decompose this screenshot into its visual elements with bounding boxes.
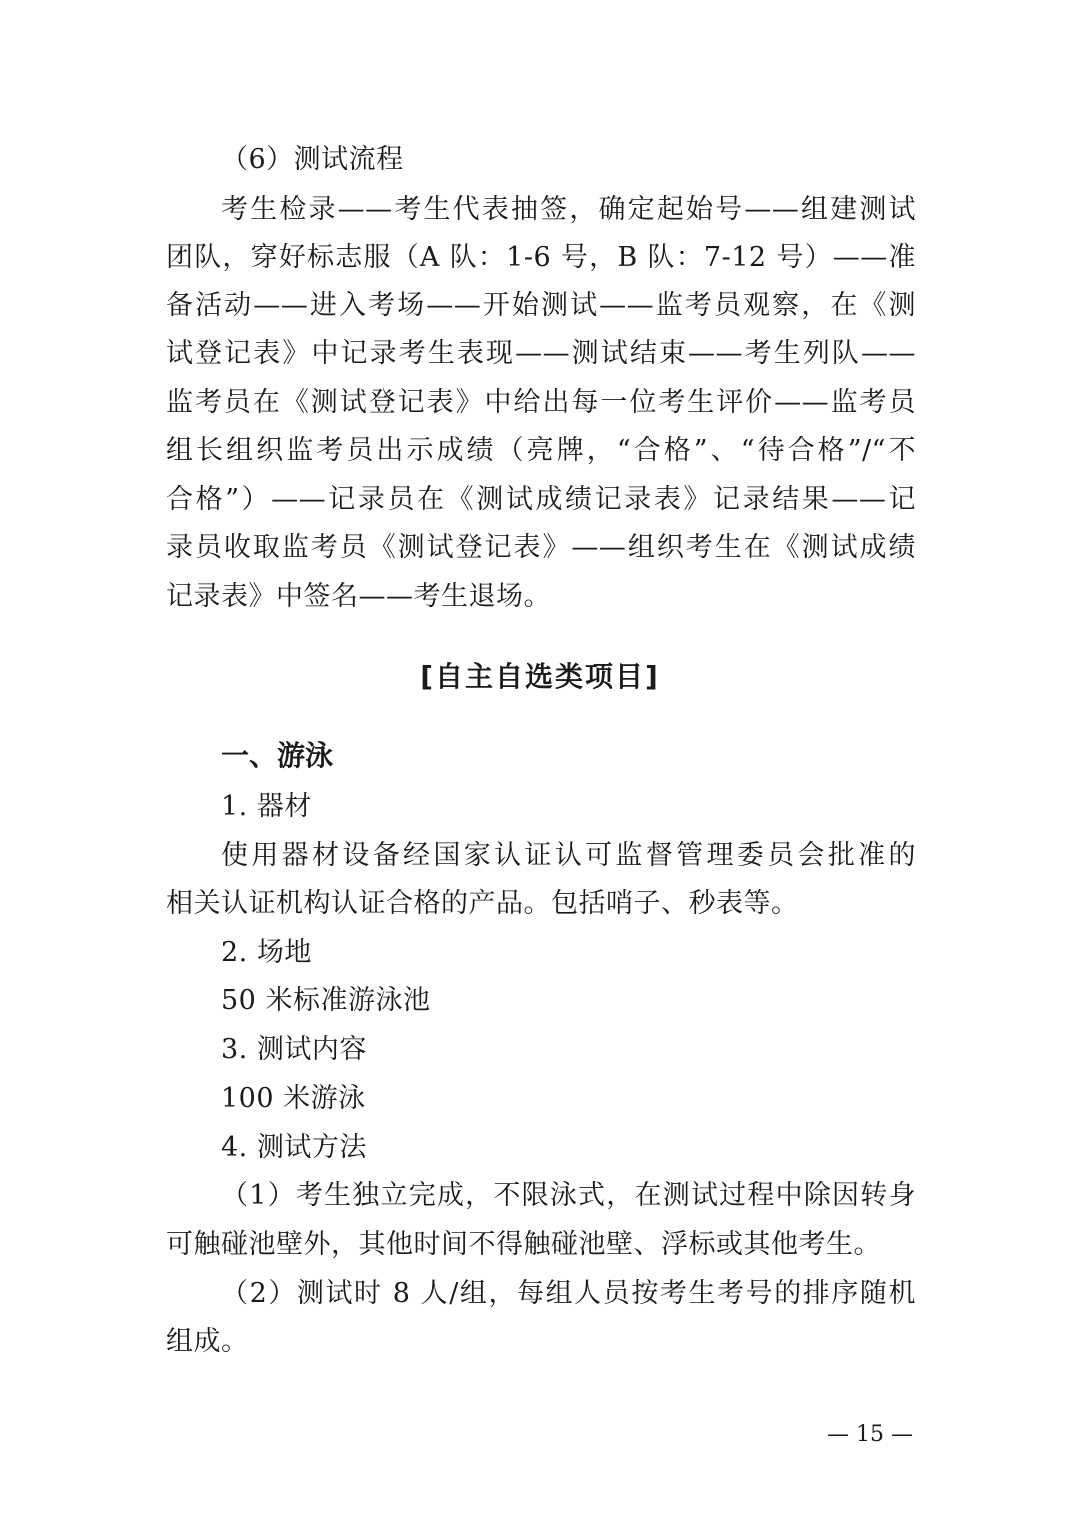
method-line: （2）测试时 8 人/组，每组人员按考生考号的排序随机 xyxy=(221,1278,916,1309)
flow-line: 备活动——进入考场——开始测试——监考员观察，在《测 xyxy=(166,290,916,321)
flow-line: 监考员在《测试登记表》中给出每一位考生评价——监考员 xyxy=(166,387,916,418)
flow-line: 录员收取监考员《测试登记表》——组织考生在《测试成绩 xyxy=(166,532,916,563)
sub-title-method: 4. 测试方法 xyxy=(221,1132,367,1163)
flow-line: 记录表》中签名——考生退场。 xyxy=(166,581,551,612)
content-text: 100 米游泳 xyxy=(221,1083,366,1114)
flow-line: 组长组织监考员出示成绩（亮牌，“合格”、“待合格”/“不 xyxy=(166,435,916,466)
page-number: — 15 — xyxy=(827,1422,913,1447)
venue-text: 50 米标准游泳池 xyxy=(221,985,431,1016)
sub-title-equipment: 1. 器材 xyxy=(221,791,312,822)
item-heading: 一、游泳 xyxy=(221,739,334,772)
section-heading: （6）测试流程 xyxy=(221,144,404,175)
sub-title-content: 3. 测试内容 xyxy=(221,1034,367,1065)
flow-line: 团队，穿好标志服（A 队：1-6 号，B 队：7-12 号）——准 xyxy=(166,242,916,273)
equipment-line: 使用器材设备经国家认证认可监督管理委员会批准的 xyxy=(221,840,916,871)
method-line: 组成。 xyxy=(166,1326,249,1357)
flow-line: 考生检录——考生代表抽签，确定起始号——组建测试 xyxy=(221,194,916,225)
flow-line: 试登记表》中记录考生表现——测试结束——考生列队—— xyxy=(166,338,916,369)
flow-line: 合格”）——记录员在《测试成绩记录表》记录结果——记 xyxy=(166,484,916,515)
method-line: 可触碰池壁外，其他时间不得触碰池壁、浮标或其他考生。 xyxy=(166,1229,881,1260)
method-line: （1）考生独立完成，不限泳式，在测试过程中除因转身 xyxy=(221,1180,916,1211)
equipment-line: 相关认证机构认证合格的产品。包括哨子、秒表等。 xyxy=(166,888,799,919)
sub-title-venue: 2. 场地 xyxy=(221,937,312,968)
category-title: [自主自选类项目] xyxy=(420,660,660,693)
